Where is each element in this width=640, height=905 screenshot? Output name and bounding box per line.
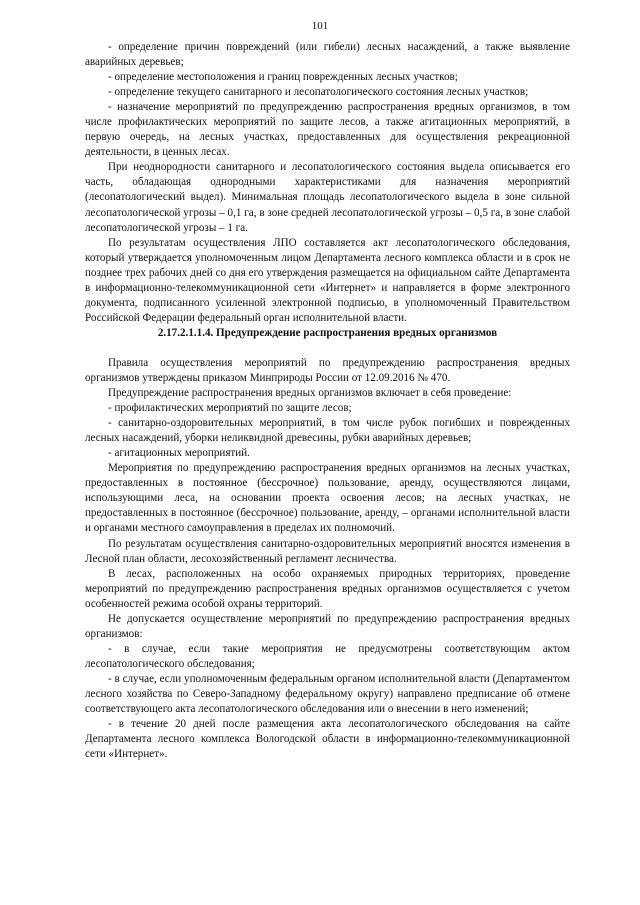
paragraph: - профилактических мероприятий по защите лесов;	[108, 402, 352, 415]
paragraph: При неоднородности санитарного и лесопатологического состояния выдела описывается его часть, обладающая однородными характеристиками для назначения мероприятий (лесопатологический выдел). Минимальная площадь лесопатологического выдела в зоне сильной лесопатологической угрозы – 0,1 га, в зоне средней лесопатологической угрозы – 0,5 га, в зоне слабой лесопатологической угрозы – 1 га.	[85, 161, 570, 234]
paragraph: - в течение 20 дней после размещения акта лесопатологического обследования на сайте Департамента лесного комплекса Вологодской области в информационно-телекоммуникационной сети «Интернет».	[85, 718, 570, 761]
paragraph: - агитационных мероприятий.	[108, 447, 250, 460]
paragraph: По результатам осуществления ЛПО составляется акт лесопатологического обследования, который утверждается уполномоченным лицом Департамента лесного комплекса области и в срок не позднее трех рабочих дней со дня его утверждения размещается на официальном сайте Департамента в информационно-телекоммуникационной сети «Интернет» и направляется в форме электронного документа, подписанного усиленной электронной подписью, в уполномоченный Правительством Российской Федерации федеральный орган исполнительной власти.	[85, 236, 570, 324]
page-content	[85, 40, 570, 762]
paragraph: - в случае, если уполномоченным федеральным органом исполнительной власти (Департаментом лесного хозяйства по Северо-Западному федеральному округу) направлено предписание об отмене соответствующего акта лесопатологического обследования или о внесении в него изменений;	[85, 672, 570, 716]
paragraph: Предупреждение распространения вредных организмов включает в себя проведение:	[108, 387, 512, 400]
paragraph: - в случае, если такие мероприятия не предусмотрены соответствующим актом лесопатологического обследования;	[85, 642, 570, 670]
paragraph: - определение текущего санитарного и лесопатологического состояния лесных участков;	[108, 86, 529, 99]
paragraph: Не допускается осуществление мероприятий по предупреждению распространения вредных организмов:	[85, 612, 570, 640]
paragraph: Мероприятия по предупреждению распространения вредных организмов на лесных участках, предоставленных в постоянное (бессрочное) пользование, аренду, осуществляются лицами, использующими леса, на основании проекта освоения лесов; на лесных участках, не предоставленных в постоянное (бессрочное) пользование, аренду, – органами исполнительной власти и органами местного самоуправления в пределах их полномочий.	[85, 462, 570, 535]
page-number: 101	[311, 20, 329, 32]
paragraph: - определение причин повреждений (или гибели) лесных насаждений, а также выявление аварийных деревьев;	[85, 41, 570, 69]
section-heading: 2.17.2.1.1.4. Предупреждение распространения вредных организмов	[157, 326, 498, 339]
paragraph: - назначение мероприятий по предупреждению распространения вредных организмов, в том числе профилактических мероприятий по защите лесов, а также агитационных мероприятий, в первую очередь, на лесных участках, предоставленных для осуществления рекреационной деятельности, в ценных лесах.	[85, 101, 570, 159]
paragraph: В лесах, расположенных на особо охраняемых природных территориях, проведение мероприятий по предупреждению распространения вредных организмов осуществляется с учетом особенностей режима особой охраны территорий.	[85, 567, 570, 610]
paragraph: - санитарно-оздоровительных мероприятий, в том числе рубок погибших и поврежденных лесных насаждений, уборки неликвидной древесины, рубки аварийных деревьев;	[85, 417, 570, 445]
paragraph: - определение местоположения и границ поврежденных лесных участков;	[108, 71, 458, 84]
paragraph: Правила осуществления мероприятий по предупреждению распространения вредных организмов утверждены приказом Минприроды России от 12.09.2016 № 470.	[85, 356, 570, 384]
paragraph: По результатам осуществления санитарно-оздоровительных мероприятий вносятся изменения в Лесной план области, лесохозяйственный регламент лесничества.	[85, 537, 570, 565]
